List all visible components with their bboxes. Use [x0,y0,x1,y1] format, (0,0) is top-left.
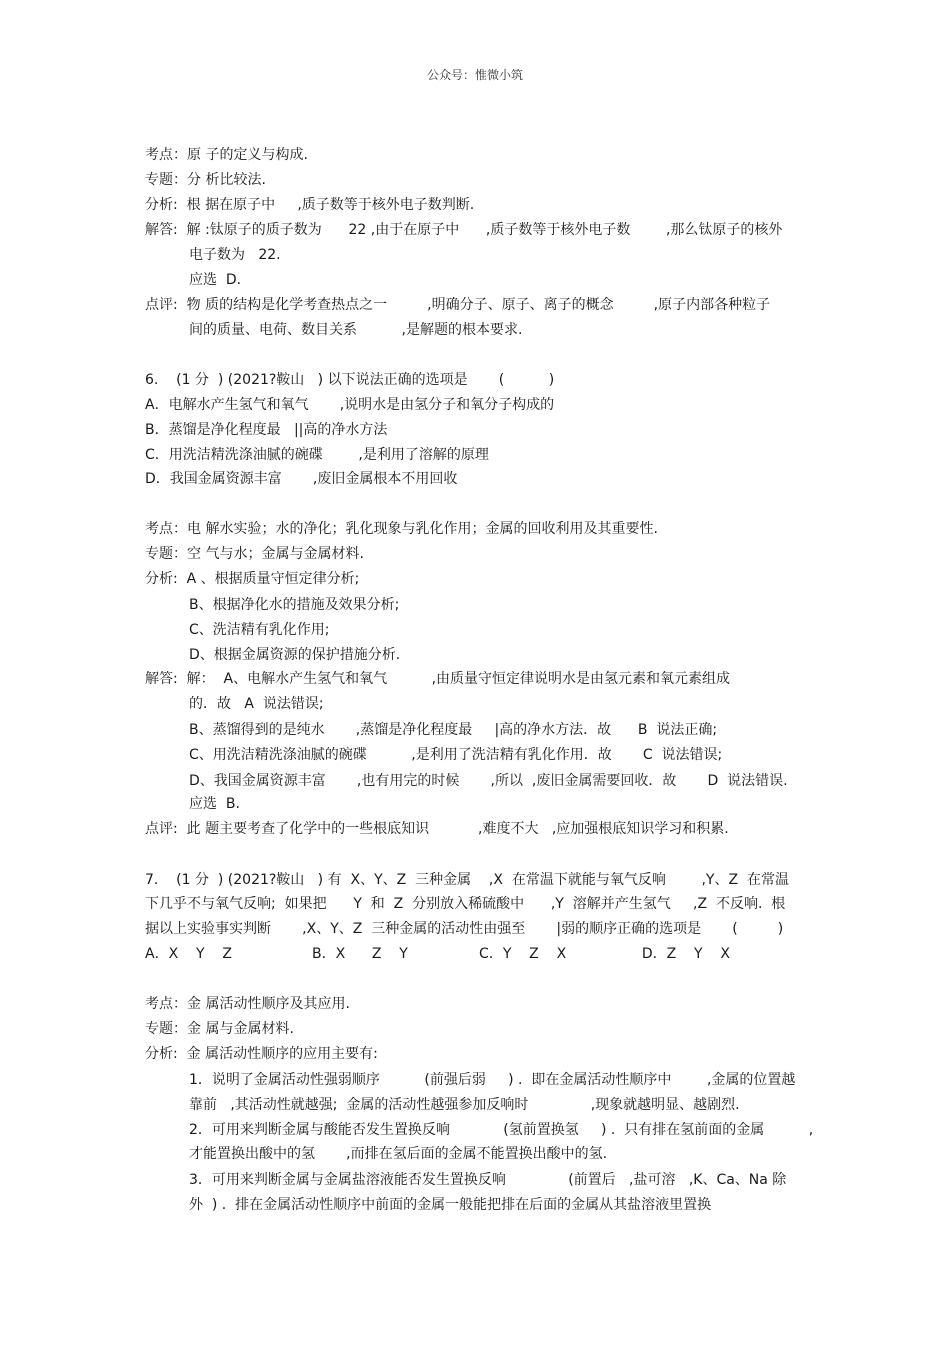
option-line: D．我国金属资源丰富 ,废旧金属根本不用回收 [145,471,458,487]
option-line: C．用洗洁精洗涤油腻的碗碟 ,是利用了溶解的原理 [145,447,489,463]
option-line: A．电解水产生氢气和氧气 ,说明水是由氢分子和氧分子构成的 [145,397,555,413]
text-line: 考点：原 子的定义与构成. [145,147,308,163]
page-header: 公众号：惟微小筑 [426,68,523,82]
text-line: 电子数为 22. [189,247,281,263]
text-line: 点评: 此 题主要考查了化学中的一些根底知识 ,难度不大 ,应加强根底知识学习和积累. [145,821,729,837]
text-line: 外 ) . 排在金属活动性顺序中前面的金属一般能把排在后面的金属从其盐溶液里置换 [189,1197,712,1213]
question-stem: 据以上实验事实判断 ,X、Y、Z 三种金属的活动性由强至 |弱的顺序正确的选项是 ( ) [145,921,784,937]
text-line: 考点：金 属活动性顺序及其应用. [145,996,350,1012]
text-line: B、蒸馏得到的是纯水 ,蒸馏是净化程度最 |高的净水方法．故 B 说法正确; [189,722,718,738]
text-line: 靠前 ,其活动性就越强; 金属的活动性越强参加反响时 ,现象就越明显、越剧烈. [189,1097,740,1113]
question-stem: 7. (1 分 ) (2021?鞍山 ) 有 X、Y、Z 三种金属 ,X 在常温下就能与氧气反响 ,Y、Z 在常温 [145,872,789,888]
text-line: 专题：空 气与水；金属与金属材料. [145,546,364,562]
option-line: B．蒸馏是净化程度最 ||高的净水方法 [145,422,388,438]
text-line: 专题：金 属与金属材料. [145,1021,294,1037]
text-line: 2．可用来判断金属与酸能否发生置换反响 (氢前置换氢 ) . 只有排在氢前面的金属 , [189,1122,814,1138]
text-line: D、我国金属资源丰富 ,也有用完的时候 ,所以 ,废旧金属需要回收．故 D 说法错误. [189,773,788,789]
text-line: 分析: A 、根据质量守恒定律分析; [145,571,360,587]
text-line: 的．故 A 说法错误; [189,696,324,712]
text-line: 才能置换出酸中的氢 ,而排在氢后面的金属不能置换出酸中的氢. [189,1146,608,1162]
text-line: 解答: 解 :钛原子的质子数为 22 ,由于在原子中 ,质子数等于核外电子数 ,那么钛原子的核外 [145,222,783,238]
text-line: 应选 B. [189,796,240,812]
text-line: C、用洗洁精洗涤油腻的碗碟 ,是利用了洗洁精有乳化作用．故 C 说法错误; [189,747,723,763]
text-line: 间的质量、电荷、数目关系 ,是解题的根本要求. [189,322,523,338]
text-line: B、根据净化水的措施及效果分析; [189,597,400,613]
text-line: 分析: 金 属活动性顺序的应用主要有: [145,1046,378,1062]
text-line: D、根据金属资源的保护措施分析. [189,647,401,663]
question-stem: 下几乎不与氧气反响; 如果把 Y 和 Z 分别放入稀硫酸中 ,Y 溶解并产生氢气 ,Z 不反响. 根 [145,896,786,912]
text-line: 应选 D. [189,272,242,288]
text-line: 专题：分 析比较法. [145,172,266,188]
text-line: 考点：电 解水实验；水的净化；乳化现象与乳化作用；金属的回收利用及其重要性. [145,521,658,537]
text-line: C、洗洁精有乳化作用; [189,622,330,638]
text-line: 3．可用来判断金属与金属盐溶液能否发生置换反响 (前置后 ,盐可溶 ,K、Ca、Na 除 [189,1172,787,1188]
text-line: 1．说明了金属活动性强弱顺序 (前强后弱 ) . 即在金属活动性顺序中 ,金属的位置越 [189,1072,796,1088]
option-line: A．X Y Z B．X Z Y C．Y Z X D．Z Y X [145,946,730,962]
text-line: 分析: 根 据在原子中 ,质子数等于核外电子数判断. [145,197,475,213]
question-stem: 6. (1 分 ) (2021?鞍山 ) 以下说法正确的选项是 ( ) [145,372,555,388]
text-line: 解答: 解： A、电解水产生氢气和氧气 ,由质量守恒定律说明水是由氢元素和氧元素组成 [145,671,731,687]
text-line: 点评: 物 质的结构是化学考查热点之一 ,明确分子、原子、离子的概念 ,原子内部各种粒子 [145,297,771,313]
